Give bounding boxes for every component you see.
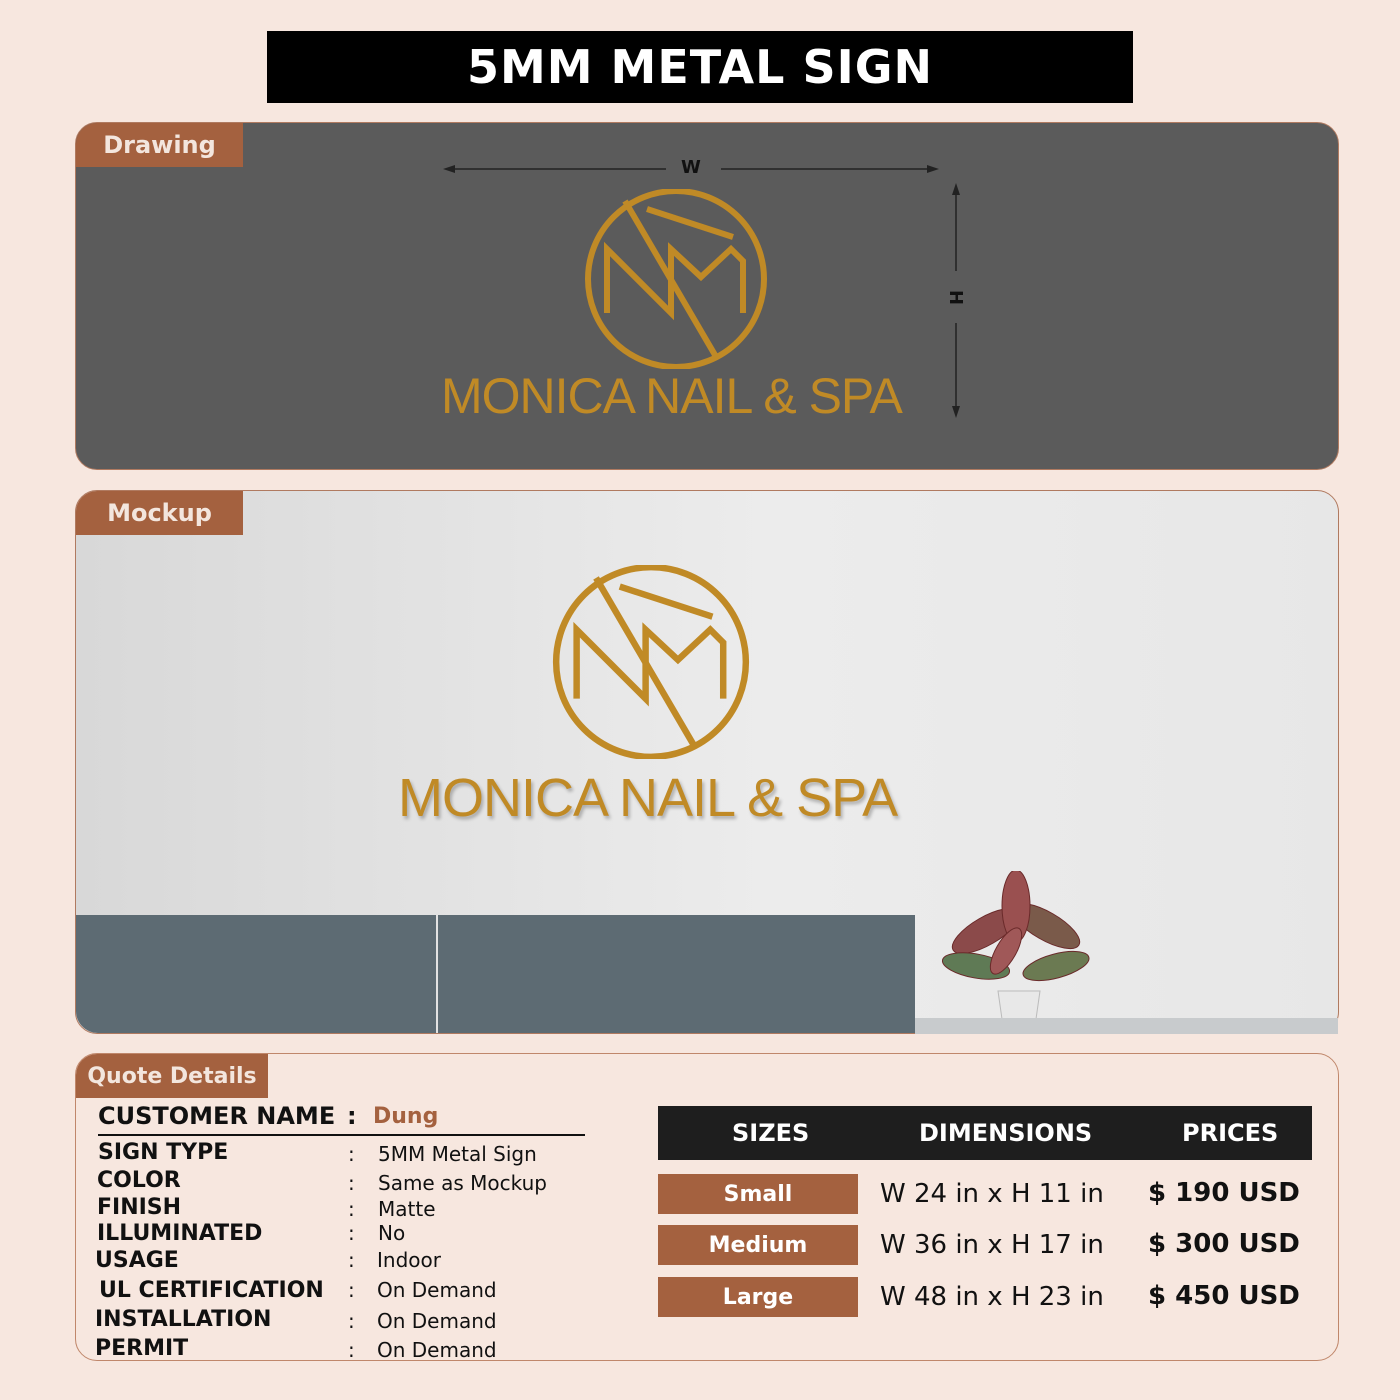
usage-colon: : [348, 1248, 355, 1272]
drawing-tab: Drawing [76, 123, 243, 167]
finish-value: Matte [378, 1197, 436, 1221]
permit-value: On Demand [377, 1338, 497, 1362]
price-small: $ 190 USD [1148, 1178, 1300, 1208]
customer-name-value: Dung [373, 1104, 439, 1129]
ul-certification-value: On Demand [377, 1278, 497, 1302]
usage-label: USAGE [95, 1248, 179, 1273]
customer-colon: : [347, 1102, 357, 1130]
drawing-panel [75, 122, 1339, 470]
nm-logo-emblem [583, 189, 769, 369]
ul-certification-colon: : [348, 1278, 355, 1302]
illuminated-value: No [378, 1221, 406, 1245]
mockup-tab: Mockup [76, 491, 243, 535]
price-large: $ 450 USD [1148, 1281, 1300, 1311]
color-colon: : [348, 1171, 355, 1195]
quote-tab: Quote Details [76, 1054, 268, 1098]
dimensions-header: DIMENSIONS [919, 1119, 1093, 1147]
permit-label: PERMIT [95, 1336, 189, 1361]
dimension-medium: W 36 in x H 17 in [880, 1230, 1104, 1260]
plant-image [936, 871, 1096, 1034]
pricing-table-header [658, 1106, 1312, 1160]
illuminated-colon: : [348, 1221, 355, 1245]
page-title: 5MM METAL SIGN [267, 31, 1133, 103]
sign-type-colon: : [348, 1142, 355, 1166]
price-medium: $ 300 USD [1148, 1229, 1300, 1259]
width-label: W [681, 157, 701, 178]
mockup-nm-logo-emblem [550, 565, 752, 759]
size-large[interactable]: Large [658, 1277, 858, 1317]
customer-name-label: CUSTOMER NAME [98, 1102, 336, 1130]
ul-certification-label: UL CERTIFICATION [99, 1278, 324, 1303]
illuminated-label: ILLUMINATED [97, 1221, 263, 1246]
dimension-small: W 24 in x H 11 in [880, 1179, 1104, 1209]
color-value: Same as Mockup [378, 1171, 547, 1195]
installation-colon: : [348, 1309, 355, 1333]
permit-colon: : [348, 1338, 355, 1362]
sign-type-label: SIGN TYPE [98, 1140, 229, 1165]
sign-type-value: 5MM Metal Sign [378, 1142, 537, 1166]
counter-cabinet-right [438, 915, 915, 1033]
customer-underline [98, 1134, 585, 1136]
finish-label: FINISH [97, 1195, 182, 1220]
sizes-header: SIZES [732, 1119, 810, 1147]
finish-colon: : [348, 1197, 355, 1221]
prices-header: PRICES [1182, 1119, 1279, 1147]
installation-value: On Demand [377, 1309, 497, 1333]
drawing-logo-text: MONICA NAIL & SPA [441, 368, 902, 424]
color-label: COLOR [97, 1168, 181, 1193]
height-label: H [945, 289, 967, 306]
counter-cabinet-left [76, 915, 436, 1033]
dimension-large: W 48 in x H 23 in [880, 1282, 1104, 1312]
installation-label: INSTALLATION [95, 1307, 272, 1332]
size-medium[interactable]: Medium [658, 1225, 858, 1265]
usage-value: Indoor [377, 1248, 441, 1272]
size-small[interactable]: Small [658, 1174, 858, 1214]
wall-shelf [915, 1018, 1338, 1034]
mockup-logo-text: MONICA NAIL & SPA [398, 768, 898, 828]
